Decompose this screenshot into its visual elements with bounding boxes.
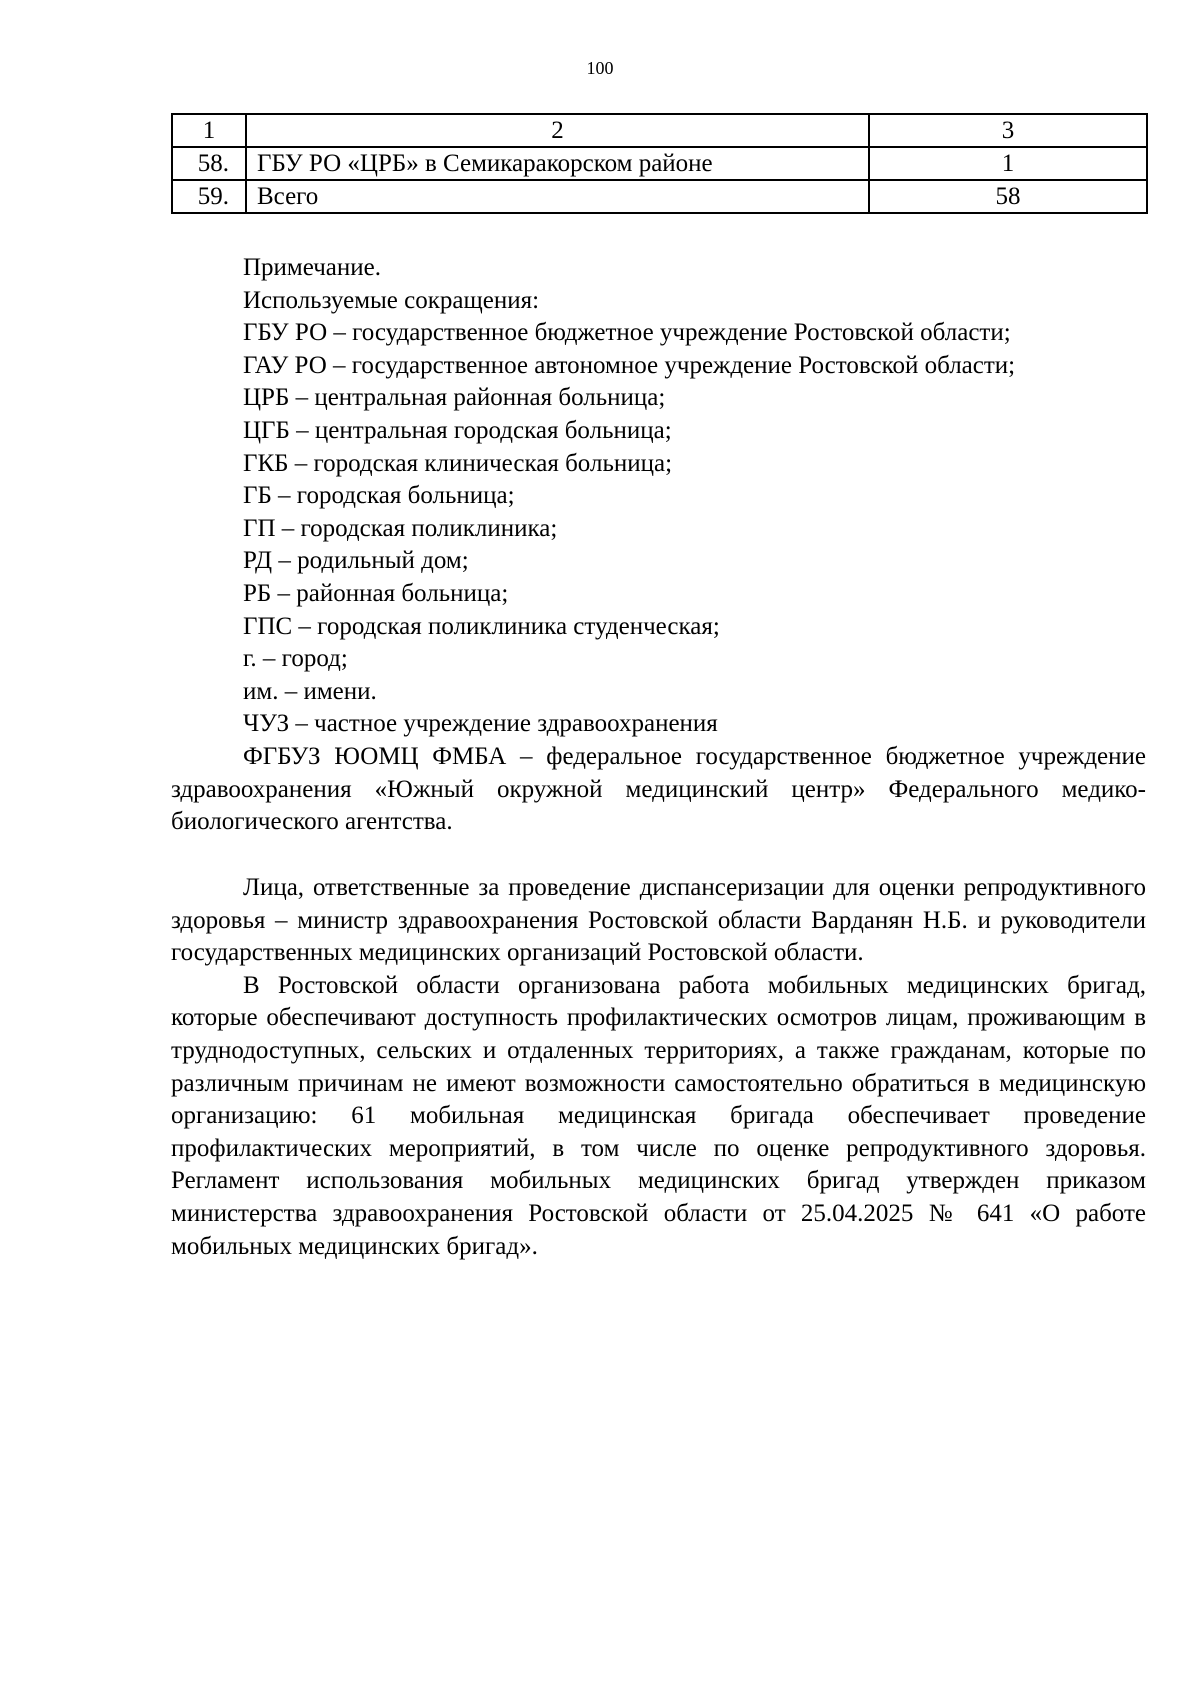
- table-header-cell: 1: [172, 114, 246, 147]
- page-number: 100: [586, 58, 614, 78]
- paragraph-responsible-persons: Лица, ответственные за проведение диспансеризации для оценки репродуктивного здоровья – министр здравоохранения Ростовской области Варданян Н.Б. и руководители государственных медицинских организаций Ростовской области.: [171, 874, 1146, 967]
- table-header-row: [172, 114, 1147, 147]
- abbreviation-item: им. – имени.: [243, 677, 377, 705]
- abbreviation-item: РД – родильный дом;: [243, 547, 469, 575]
- abbreviation-item: ЦРБ – центральная районная больница;: [243, 384, 666, 412]
- abbreviation-item: ГАУ РО – государственное автономное учреждение Ростовской области;: [243, 351, 1016, 379]
- institution-name-cell: ГБУ РО «ЦРБ» в Семикаракорском районе: [246, 147, 869, 180]
- table-header-cell: 2: [246, 114, 869, 147]
- abbreviation-item: ГПС – городская поликлиника студенческая;: [243, 612, 720, 640]
- paragraph-mobile-brigades: В Ростовской области организована работа мобильных медицинских бригад, которые обеспечивают доступность профилактических осмотров лицам, проживающим в труднодоступных, сельских и отдаленных территориях, а также гражданам, которые по различным причинам не имеют возможности самостоятельно обратиться в медицинскую организацию: 61 мобильная медицинская бригада обеспечивает проведение профилактических мероприятий, в том числе по оценке репродуктивного здоровья. Регламент использования мобильных медицинских бригад утвержден приказом министерства здравоохранения Ростовской области от 25.04.2025 № 641 «О работе мобильных медицинских бригад».: [171, 971, 1146, 1260]
- abbreviation-item: ГП – городская поликлиника;: [243, 514, 558, 542]
- row-number-cell: 59.: [172, 180, 246, 213]
- table-row: [172, 147, 1147, 180]
- abbreviation-item: г. – город;: [243, 645, 348, 673]
- notes-title: Примечание.: [243, 254, 382, 281]
- notes-section: [171, 252, 1146, 839]
- count-cell: 1: [869, 147, 1147, 180]
- abbreviation-item: РБ – районная больница;: [243, 579, 509, 607]
- abbreviation-item: ГКБ – городская клиническая больница;: [243, 449, 673, 477]
- count-cell: 58: [869, 180, 1147, 213]
- body-text: [171, 872, 1146, 1263]
- abbreviation-item: ЧУЗ – частное учреждение здравоохранения: [243, 710, 718, 738]
- abbreviation-item: ЦГБ – центральная городская больница;: [243, 416, 672, 444]
- institution-name-cell: Всего: [246, 180, 869, 213]
- table-header-cell: 3: [869, 114, 1147, 147]
- row-number-cell: 58.: [172, 147, 246, 180]
- abbreviation-item: ГБУ РО – государственное бюджетное учреждение Ростовской области;: [243, 319, 1011, 347]
- abbreviation-item-long: ФГБУЗ ЮОМЦ ФМБА – федеральное государственное бюджетное учреждение здравоохранения «Южный окружной медицинский центр» Федерального медико-биологического агентства.: [171, 742, 1146, 836]
- abbreviation-item: ГБ – городская больница;: [243, 482, 515, 510]
- notes-subtitle: Используемые сокращения:: [243, 286, 540, 314]
- table-row: [172, 180, 1147, 213]
- institutions-table: [171, 113, 1148, 214]
